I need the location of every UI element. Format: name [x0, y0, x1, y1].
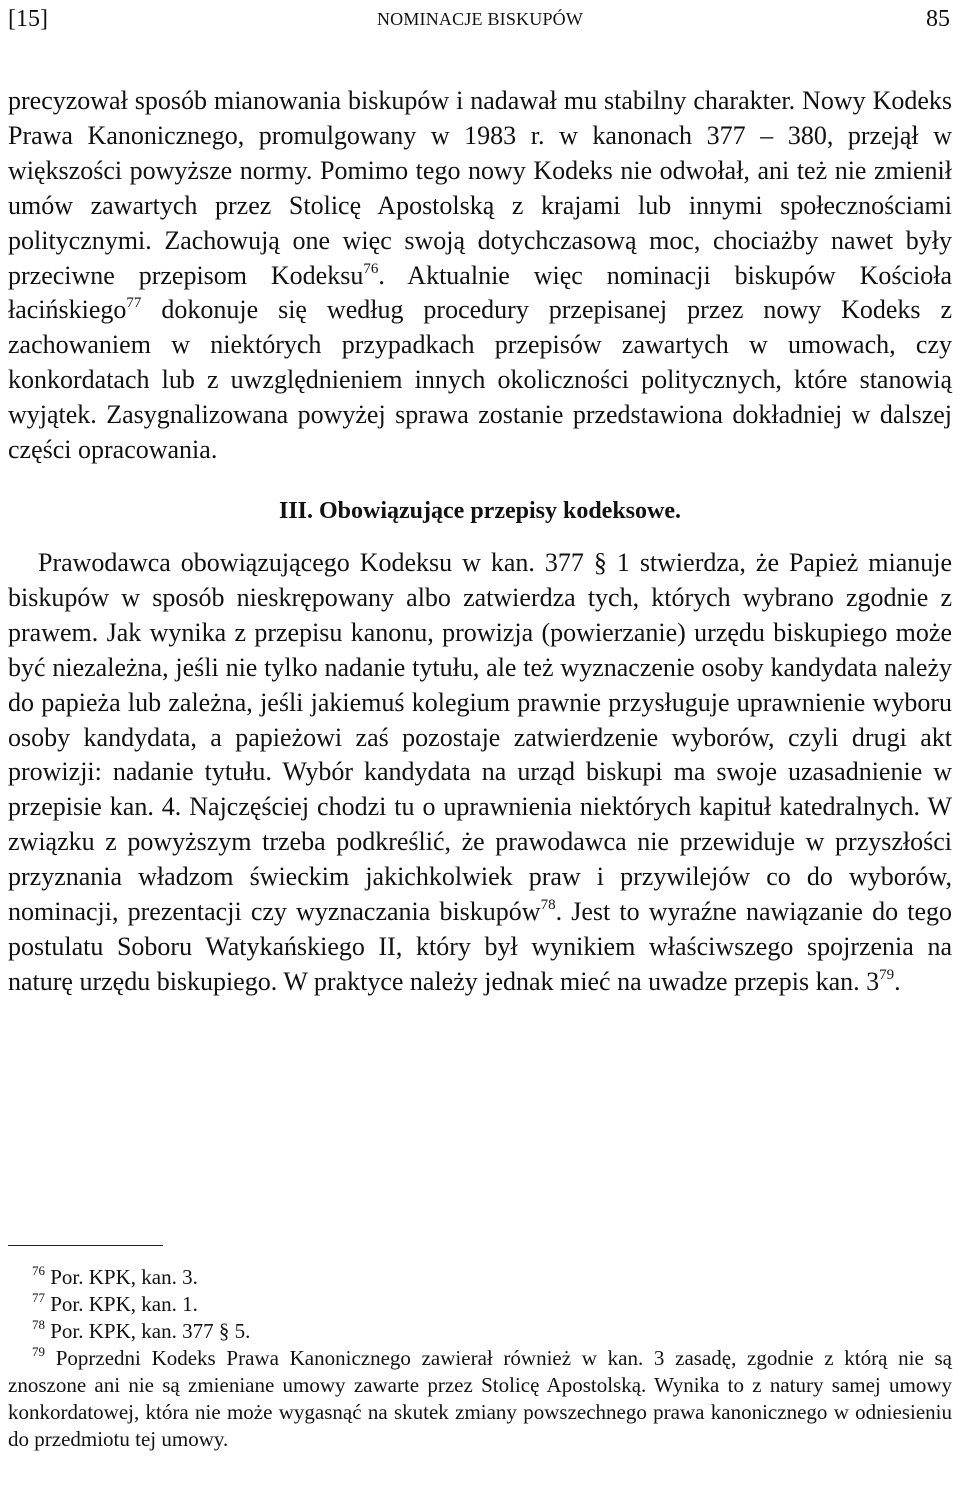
footnote-ref-76: 76 [363, 260, 379, 277]
paragraph-1-text-c: dokonuje się według procedury przepisanej przez nowy Kodeks z zachowaniem w niektórych przypadkach przepisów zawartych w umowach, czy konkordatach lub z uwzględnieniem innych okoliczności politycznych, które stanowią wyjątek. Zasygnalizowana powyżej sprawa zostanie przedstawiona dokładniej w dalszej części opracowania. [8, 295, 952, 465]
footnote-ref-79: 79 [879, 966, 895, 983]
paragraph-1 [8, 84, 952, 468]
footnote-text: Por. KPK, kan. 377 § 5. [45, 1319, 251, 1343]
footnote-separator [8, 1245, 163, 1246]
page-number: 85 [926, 6, 950, 32]
footnote-text: Por. KPK, kan. 3. [45, 1265, 198, 1289]
running-header [8, 6, 952, 36]
footnote-76 [8, 1264, 952, 1291]
main-text [8, 84, 952, 1000]
footnote-text: Poprzedni Kodeks Prawa Kanonicznego zawierał również w kan. 3 zasadę, zgodnie z którą nie są znoszone ani nie są zmieniane umowy zawarte przez Stolicę Apostolską. Wynika to z natury samej umowy konkordatowej, która nie może wygasnąć na skutek zmiany powszechnego prawa kanonicznego w odniesieniu do przedmiotu tej umowy. [8, 1346, 952, 1451]
footnote-ref-78: 78 [540, 897, 556, 914]
footnote-78 [8, 1318, 952, 1345]
paragraph-1-text-a: precyzował sposób mianowania biskupów i nadawał mu stabilny charakter. Nowy Kodeks Prawa Kanonicznego, promulgowany w 1983 r. w kanonach 377 – 380, przejął w większości powyższe normy. Pomimo tego nowy Kodeks nie odwołał, ani też nie zmienił umów zawartych przez Stolicę Apostolską z krajami lub innymi społecznościami politycznymi. Zachowują one więc swoją dotychczasową moc, chociażby nawet były przeciwne przepisom Kodeksu [8, 86, 952, 290]
footnote-number: 77 [32, 1290, 45, 1305]
paragraph-1-text-b: . Aktualnie więc nominacji biskupów Kościoła łacińskiego [8, 260, 952, 325]
paragraph-2-text-b: . Jest to wyraźne nawiązanie do tego postulatu Soboru Watykańskiego II, który był wynikiem właściwszego spojrzenia na naturę urzędu biskupiego. W praktyce należy jednak mieć na uwadze przepis kan. 3 [8, 897, 952, 996]
footnote-text: Por. KPK, kan. 1. [45, 1292, 198, 1316]
footnote-number: 79 [32, 1344, 45, 1359]
paragraph-2 [8, 546, 952, 1000]
section-number: [15] [8, 6, 48, 32]
footnotes [8, 1264, 952, 1453]
paragraph-2-text-c: . [894, 966, 901, 996]
footnote-ref-77: 77 [126, 295, 142, 312]
paragraph-2-text-a: Prawodawca obowiązującego Kodeksu w kan. 377 § 1 stwierdza, że Papież mianuje biskupów w sposób nieskrępowany albo zatwierdza tych, których wybrano zgodnie z prawem. Jak wynika z przepisu kanonu, prowizja (powierzanie) urzędu biskupiego może być niezależna, jeśli nie tylko nadanie tytułu, ale też wyznaczenie osoby kandydata należy do papieża lub zależna, jeśli jakiemuś kolegium prawnie przysługuje uprawnienie wyboru osoby kandydata, a papieżowi zaś pozostaje zatwierdzenie wyborów, czyli drugi akt prowizji: nadanie tytułu. Wybór kandydata na urząd biskupi ma swoje uzasadnienie w przepisie kan. 4. Najczęściej chodzi tu o uprawnienia niektórych kapituł katedralnych. W związku z powyższym trzeba podkreślić, że prawodawca nie przewiduje w przyszłości przyznania władzom świeckim jakichkolwiek praw i przywilejów co do wyborów, nominacji, prezentacji czy wyznaczania biskupów [8, 547, 952, 927]
section-heading: III. Obowiązujące przepisy kodeksowe. [278, 497, 681, 524]
footnote-77 [8, 1291, 952, 1318]
footnote-number: 76 [32, 1263, 45, 1278]
footnote-79 [8, 1345, 952, 1453]
footnote-number: 78 [32, 1317, 45, 1332]
running-title: NOMINACJE BISKUPÓW [376, 9, 584, 29]
